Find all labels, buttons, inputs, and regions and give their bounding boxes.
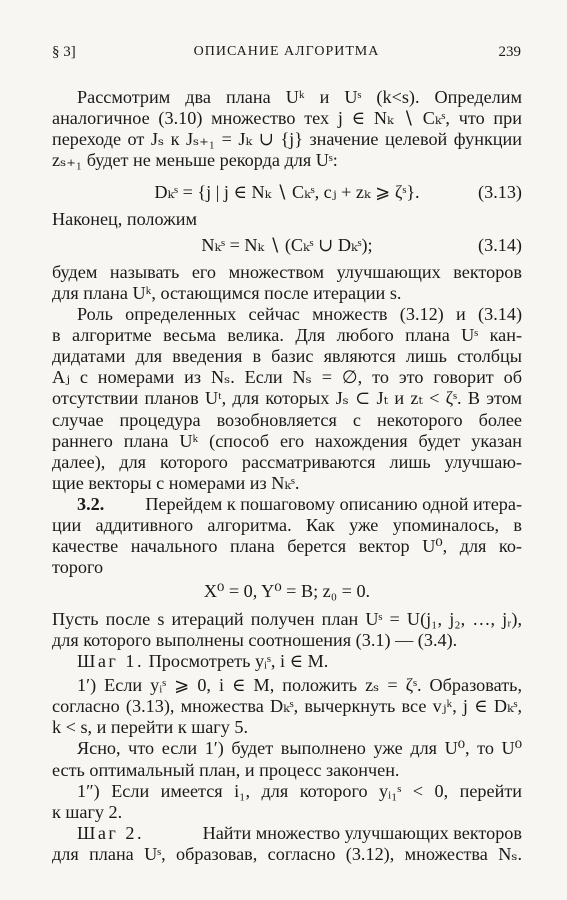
text-line: Перейдем к пошаговому описанию одной итера- — [145, 494, 522, 514]
text-line: для плана Uˢ, образовав, согласно (3.12), множества Nₛ. — [52, 844, 522, 865]
text-line: в алгоритме весьма велика. Для любого плана Uˢ кан- — [52, 325, 522, 345]
text-line: случае процедура возобновляется с некоторого более — [52, 409, 522, 430]
section-mark: § 3] — [52, 44, 76, 60]
text-line: Рассмотрим два плана Uᵏ и Uˢ (k<s). Определим — [77, 87, 522, 107]
text-line: Просмотреть yᵢˢ, i ∈ M. — [148, 651, 329, 672]
text-line: отсутствии планов Uᵗ, для которых Jₛ ⊂ Jₜ и zₜ < ζˢ. В этом — [52, 388, 522, 409]
step-label: Шаг 2. — [77, 823, 145, 843]
text-line: раннего плана Uᵏ (способ его нахождения будет указан — [52, 430, 522, 451]
step-1-line — [77, 650, 522, 672]
text-line: zₛ₊₁ будет не меньше рекорда для Uˢ: — [52, 150, 338, 171]
text-line: для плана Uᵏ, остающимся после итерации s. — [52, 282, 402, 303]
text-line: аналогичное (3.10) множество тех j ∈ Nₖ ∖ Cₖˢ, что при — [52, 108, 522, 129]
text-line: согласно (3.13), множества Dₖˢ, вычеркнуть все vⱼᵏ, j ∈ Dₖˢ, — [52, 696, 522, 717]
chapter-title: ОПИСАНИЕ АЛГОРИТМА — [193, 44, 380, 59]
text-line: ции аддитивного алгоритма. Как уже упоминалось, в — [52, 515, 522, 536]
running-header — [52, 44, 521, 64]
equation-number: (3.14) — [478, 234, 522, 255]
text-line: 1″) Если имеется i₁, для которого yᵢ₁ˢ < 0, перейти — [77, 780, 522, 801]
text-line: переходе от Jₛ к Jₛ₊₁ = Jₖ ∪ {j} значение целевой функции — [52, 129, 522, 150]
page-number: 239 — [498, 44, 521, 60]
equation-formula: Nₖˢ = Nₖ ∖ (Cₖˢ ∪ Dₖˢ); — [201, 234, 373, 255]
equation-formula: X⁰ = 0, Y⁰ = B; z₀ = 0. — [203, 581, 371, 602]
equation-formula: Dₖˢ = {j | j ∈ Nₖ ∖ Cₖˢ, cⱼ + zₖ ⩾ ζˢ}. — [154, 181, 420, 202]
text-line: далее), для которого рассматриваются лишь улучшаю- — [52, 451, 522, 472]
text-line: Пусть после s итераций получен план Uˢ = U(j₁, j₂, …, jᵣ), — [52, 608, 522, 629]
text-line: Наконец, положим — [52, 209, 197, 230]
text-line: есть оптимальный план, и процесс закончен. — [52, 759, 400, 780]
step-2-line — [77, 822, 522, 844]
text-line: будем называть его множеством улучшающих векторов — [52, 261, 522, 282]
equation-number: (3.13) — [478, 181, 522, 202]
section-number: 3.2. — [77, 494, 105, 514]
paragraph-3-2-first-line — [77, 493, 522, 515]
text-line: торого — [52, 557, 104, 578]
text-line: Aⱼ с номерами из Nₛ. Если Nₛ = ∅, то это говорит об — [52, 367, 522, 388]
text-line: Найти множество улучшающих векторов — [202, 823, 522, 843]
text-line: k < s, и перейти к шагу 5. — [52, 717, 249, 738]
text-line: 1′) Если yᵢˢ ⩾ 0, i ∈ M, положить zₛ = ζˢ. Образовать, — [77, 675, 522, 695]
text-line: к шагу 2. — [52, 801, 123, 822]
step-label: Шаг 1. — [77, 651, 145, 672]
text-line: Роль определенных сейчас множеств (3.12) и (3.14) — [77, 303, 522, 324]
text-line: качестве начального плана берется вектор U⁰, для ко- — [52, 536, 522, 557]
text-line: для которого выполнены соотношения (3.1) — (3.4). — [52, 630, 458, 650]
text-line: дидатами для введения в базис являются лишь столбцы — [52, 346, 522, 367]
text-line: щие векторы с номерами из Nₖˢ. — [52, 472, 300, 493]
text-line: Ясно, что если 1′) будет выполнено уже для U⁰, то U⁰ — [77, 738, 522, 759]
